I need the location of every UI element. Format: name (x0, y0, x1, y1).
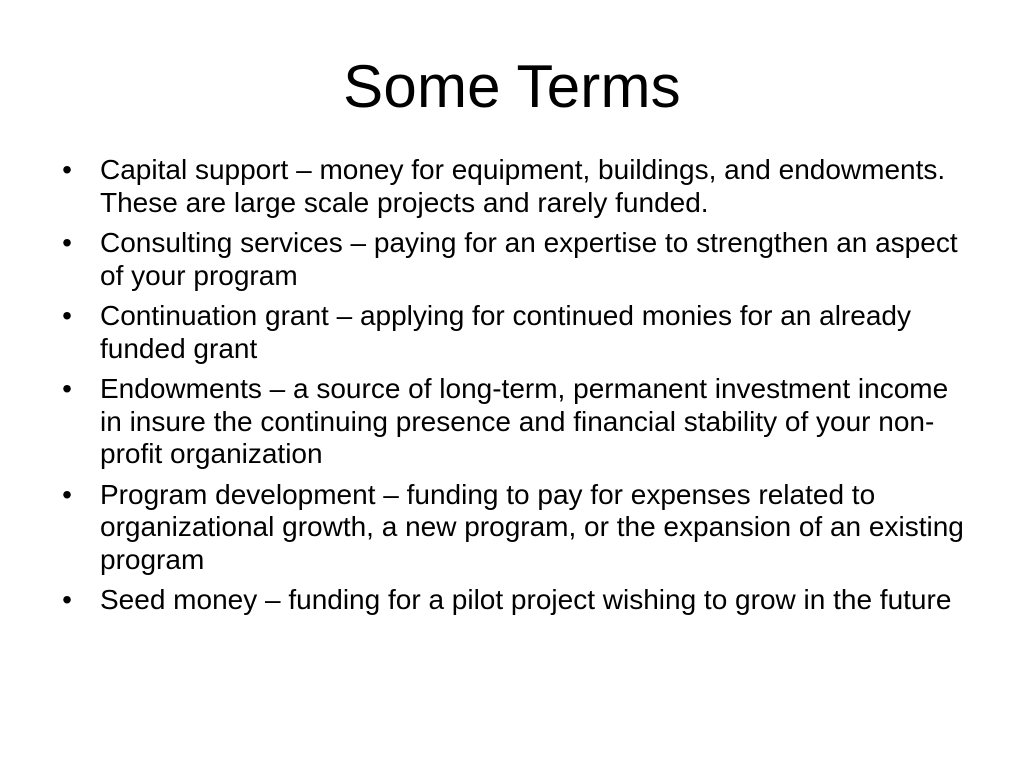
bullet-text: Endowments – a source of long-term, permanent investment income in insure the continuing presence and financial stability of your non-profit organization (100, 373, 949, 469)
list-item (57, 479, 967, 577)
bullet-text: Consulting services – paying for an expertise to strengthen an aspect of your program (100, 227, 958, 291)
bullet-text: Program development – funding to pay for expenses related to organizational growth, a new program, or the expansion of an existing program (100, 478, 964, 575)
list-item (57, 584, 967, 617)
bullet-icon: • (62, 373, 72, 404)
bullet-text: Seed money – funding for a pilot project wishing to grow in the future (100, 584, 952, 615)
bullet-icon: • (62, 478, 72, 510)
bullet-icon: • (62, 584, 72, 615)
bullet-icon: • (62, 154, 72, 185)
bullet-text: Capital support – money for equipment, buildings, and endowments. These are large scale projects and rarely funded. (100, 154, 946, 218)
bullet-list (57, 154, 967, 625)
list-item (57, 154, 967, 219)
list-item (57, 300, 967, 365)
bullet-icon: • (62, 227, 72, 258)
slide-title: Some Terms (343, 53, 681, 120)
bullet-text: Continuation grant – applying for continued monies for an already funded grant (100, 300, 911, 364)
bullet-icon: • (62, 300, 72, 331)
list-item (57, 227, 967, 292)
list-item (57, 373, 967, 471)
